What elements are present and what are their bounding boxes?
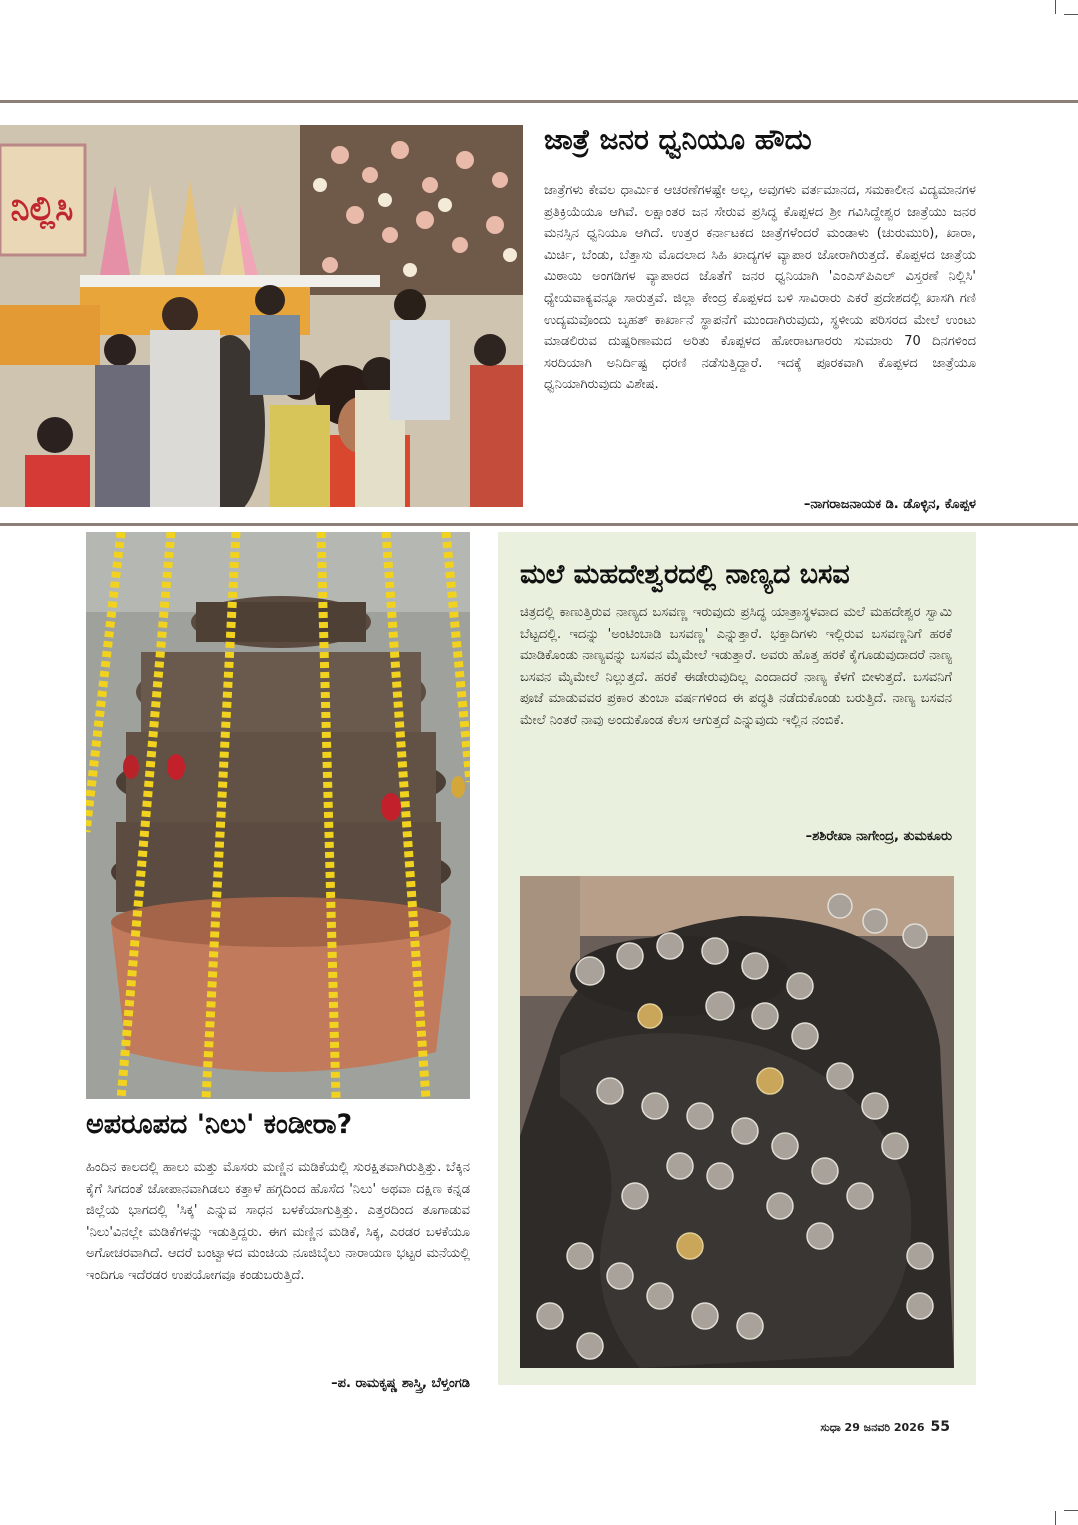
article1-byline: –ನಾಗರಾಜನಾಯಕ ಡಿ. ಡೊಳ್ಳಿನ, ಕೊಪ್ಪಳ <box>803 497 976 512</box>
section-rule-top <box>0 100 1078 103</box>
photo-hanging-pots <box>86 532 470 1099</box>
article2-body: ಚಿತ್ರದಲ್ಲಿ ಕಾಣುತ್ತಿರುವ ನಾಣ್ಯದ ಬಸವಣ್ಣ ಇರುವುದು ಪ್ರಸಿದ್ಧ ಯಾತ್ರಾಸ್ಥಳವಾದ ಮಲೆ ಮಹದೇಶ್ವರ ಸ್ವಾಮಿ ಬೆಟ್ಟದಲ್ಲಿ. ಇದನ್ನು 'ಅಂಟಿಂಬಾಡಿ ಬಸವಣ್ಣ' ಎನ್ನುತ್ತಾರೆ. ಭಕ್ತಾದಿಗಳು ಇಲ್ಲಿರುವ ಬಸವಣ್ಣನಿಗೆ ಹರಕೆ ಮಾಡಿಕೊಂಡು ನಾಣ್ಯವನ್ನು ಬಸವನ ಮೈಮೇಲೆ ಇಡುತ್ತಾರೆ. ಅವರು ಹೊತ್ತ ಹರಕೆ ಕೈಗೂಡುವುದಾದರೆ ನಾಣ್ಯ ಬಸವನ ಮೈಮೇಲೆ ನಿಲ್ಲುತ್ತದೆ. ಹರಕೆ ಈಡೇರುವುದಿಲ್ಲ ಎಂದಾದರೆ ನಾಣ್ಯ ಕೆಳಗೆ ಬೀಳುತ್ತದೆ. ಬಸವನಿಗೆ ಪೂಜೆ ಮಾಡುವವರ ಪ್ರಕಾರ ತುಂಬಾ ವರ್ಷಗಳಿಂದ ಈ ಪದ್ಧತಿ ನಡೆದುಕೊಂಡು ಬರುತ್ತಿದೆ. ನಾಣ್ಯ ಬಸವನ ಮೇಲೆ ನಿಂತರೆ ನಾವು ಅಂದುಕೊಂಡ ಕೆಲಸ ಆಗುತ್ತದೆ ಎನ್ನುವುದು ಇಲ್ಲಿನ ನಂಬಿಕೆ. <box>520 605 952 728</box>
footer-issue: ಸುಧಾ 29 ಜನವರಿ 2026 <box>820 1421 925 1434</box>
article3-title: ಅಪರೂಪದ 'ನಿಲು' ಕಂಡೀರಾ? <box>86 1109 353 1140</box>
photo-coin-basava <box>520 876 954 1368</box>
article1-title: ಜಾತ್ರೆ ಜನರ ಧ್ವನಿಯೂ ಹೌದು <box>544 123 812 156</box>
section-rule-middle <box>0 523 1078 526</box>
crop-mark <box>1064 1510 1078 1511</box>
article2-title: ಮಲೆ ಮಹದೇಶ್ವರದಲ್ಲಿ ನಾಣ್ಯದ ಬಸವ <box>520 559 850 590</box>
crop-mark <box>1055 0 1056 14</box>
photo-sign-text: ನಿಲ್ಲಿಸಿ <box>10 189 74 229</box>
page-footer <box>820 1419 950 1435</box>
photo-fair-crowd <box>0 125 523 507</box>
article3-byline: –ಪ. ರಾಮಕೃಷ್ಣ ಶಾಸ್ತ್ರಿ, ಬೆಳ್ತಂಗಡಿ <box>331 1376 470 1391</box>
page-number: 55 <box>930 1419 950 1435</box>
article1-body: ಜಾತ್ರೆಗಳು ಕೇವಲ ಧಾರ್ಮಿಕ ಆಚರಣೆಗಳಷ್ಟೇ ಅಲ್ಲ, ಅವುಗಳು ವರ್ತಮಾನದ, ಸಮಕಾಲೀನ ವಿದ್ಯಮಾನಗಳ ಪ್ರತಿಕ್ರಿಯೆಯೂ ಆಗಿವೆ. ಲಕ್ಷಾಂತರ ಜನ ಸೇರುವ ಪ್ರಸಿದ್ಧ ಕೊಪ್ಪಳದ ಶ್ರೀ ಗವಿಸಿದ್ದೇಶ್ವರ ಜಾತ್ರೆಯು ಜನರ ಮನಸ್ಸಿನ ಧ್ವನಿಯೂ ಆಗಿದೆ. ಉತ್ತರ ಕರ್ನಾಟಕದ ಜಾತ್ರೆಗಳೆಂದರೆ ಮಂಡಾಳು (ಚುರುಮುರಿ), ಖಾರಾ, ಮಿರ್ಚಿ, ಬೆಂಡು, ಬೆತ್ತಾಸು ಮೊದಲಾದ ಸಿಹಿ ಖಾದ್ಯಗಳ ವ್ಯಾಪಾರ ಜೋರಾಗಿರುತ್ತದೆ. ಕೊಪ್ಪಳದ ಜಾತ್ರೆಯ ಮಿಠಾಯಿ ಅಂಗಡಿಗಳ ವ್ಯಾಪಾರದ ಜೊತೆಗೆ ಜನರ ಧ್ವನಿಯಾಗಿ 'ಎಂಎಸ್‌ಪಿಎಲ್ ವಿಸ್ತರಣೆ ನಿಲ್ಲಿಸಿ' ಧ್ಯೇಯವಾಕ್ಯವನ್ನೂ ಸಾರುತ್ತವೆ. ಜಿಲ್ಲಾ ಕೇಂದ್ರ ಕೊಪ್ಪಳದ ಬಳಿ ಸಾವಿರಾರು ಎಕರೆ ಪ್ರದೇಶದಲ್ಲಿ ಖಾಸಗಿ ಗಣಿ ಉದ್ಯಮವೊಂದು ಬೃಹತ್ ಕಾರ್ಖಾನೆ ಸ್ಥಾಪನೆಗೆ ಮುಂದಾಗಿರುವುದು, ಸ್ಥಳೀಯ ಪರಿಸರದ ಮೇಲೆ ಉಂಟು ಮಾಡಲಿರುವ ದುಷ್ಪರಿಣಾಮದ ಅರಿತು ಕೊಪ್ಪಳದ ಹೋರಾಟಗಾರರು ಸುಮಾರು 70 ದಿನಗಳಿಂದ ಸರದಿಯಾಗಿ ಅನಿರ್ದಿಷ್ಟ ಧರಣಿ ನಡೆಸುತ್ತಿದ್ದಾರೆ. ಇದಕ್ಕೆ ಪೂರಕವಾಗಿ ಕೊಪ್ಪಳದ ಜಾತ್ರೆಯೂ ಧ್ವನಿಯಾಗಿರುವುದು ವಿಶೇಷ. <box>544 183 976 393</box>
crop-mark <box>1055 1511 1056 1525</box>
crop-mark <box>1064 14 1078 15</box>
article3-body: ಹಿಂದಿನ ಕಾಲದಲ್ಲಿ ಹಾಲು ಮತ್ತು ಮೊಸರು ಮಣ್ಣಿನ ಮಡಿಕೆಯಲ್ಲಿ ಸುರಕ್ಷಿತವಾಗಿರುತ್ತಿತ್ತು. ಬೆಕ್ಕಿನ ಕೈಗೆ ಸಿಗದಂತೆ ಜೋಪಾನವಾಗಿಡಲು ಕತ್ತಾಳೆ ಹಗ್ಗದಿಂದ ಹೊಸೆದ 'ನಿಲು' ಅಥವಾ ದಕ್ಷಿಣ ಕನ್ನಡ ಜಿಲ್ಲೆಯ ಭಾಗದಲ್ಲಿ 'ಸಿಕ್ಕ' ಎನ್ನುವ ಸಾಧನ ಬಳಕೆಯಾಗುತ್ತಿತ್ತು. ಎತ್ತರದಿಂದ ತೂಗಾಡುವ 'ನಿಲು'ವಿನಲ್ಲೇ ಮಡಿಕೆಗಳನ್ನು ಇಡುತ್ತಿದ್ದರು. ಈಗ ಮಣ್ಣಿನ ಮಡಿಕೆ, ಸಿಕ್ಕ, ಎರಡರ ಬಳಕೆಯೂ ಅಗೋಚರವಾಗಿದೆ. ಆದರೆ ಬಂಟ್ವಾಳದ ಮಂಚಿಯ ನೂಜಿಬೈಲು ನಾರಾಯಣ ಭಟ್ಟರ ಮನೆಯಲ್ಲಿ ಇಂದಿಗೂ ಇದೆರಡರ ಉಪಯೋಗವೂ ಕಂಡುಬರುತ್ತಿದೆ. <box>86 1160 470 1283</box>
article2-byline: –ಶಶಿರೇಖಾ ನಾಗೇಂದ್ರ, ತುಮಕೂರು <box>805 829 952 844</box>
